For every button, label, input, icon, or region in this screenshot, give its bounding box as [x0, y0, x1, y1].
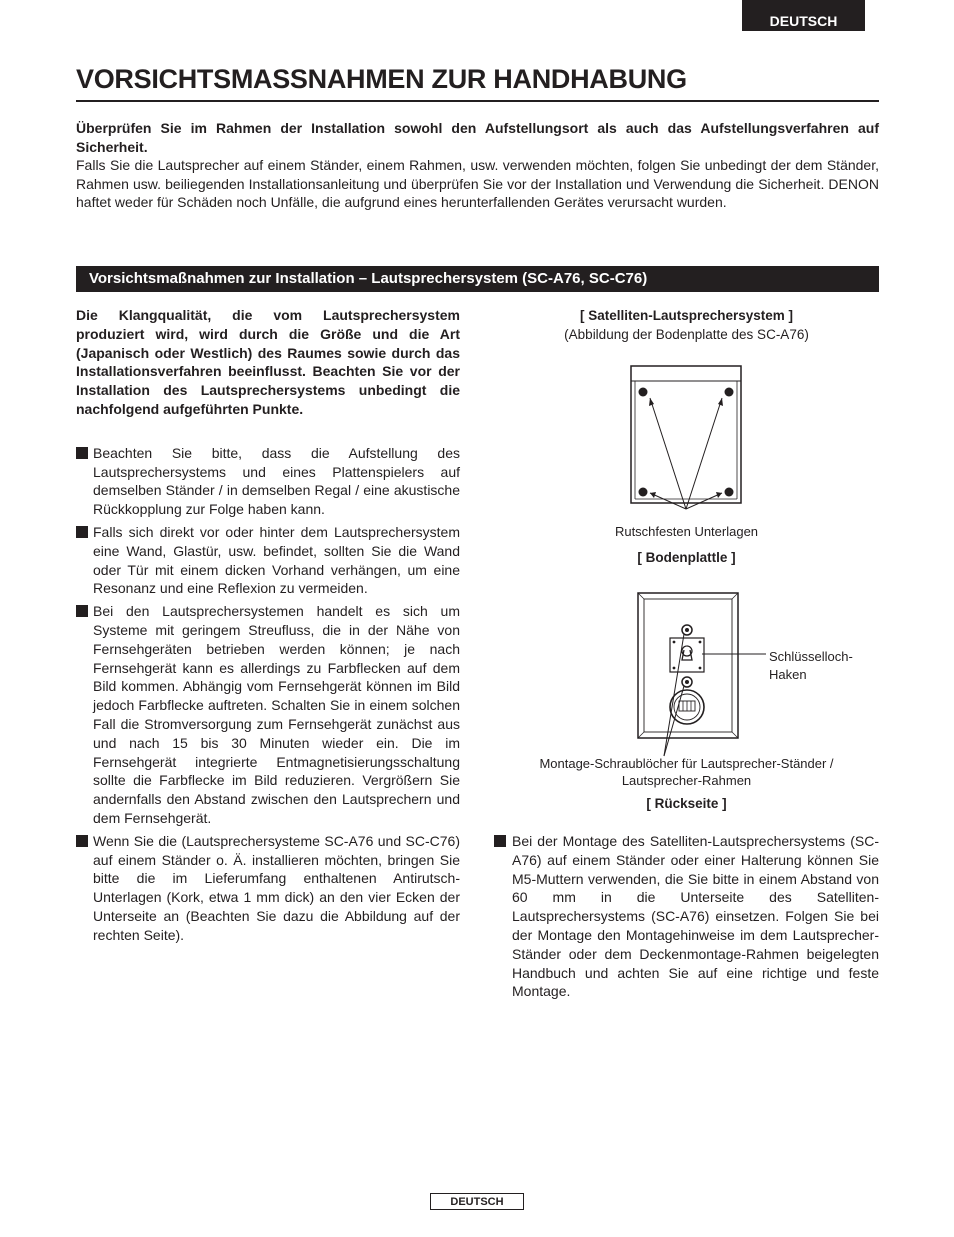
square-bullet-icon — [76, 526, 88, 538]
square-bullet-icon — [76, 835, 88, 847]
footer-language-tab: DEUTSCH — [430, 1193, 524, 1210]
square-bullet-icon — [494, 835, 506, 847]
keyhole-hook-label-2: Haken — [769, 667, 807, 682]
mounting-holes-label-2: Lautsprecher-Rahmen — [621, 773, 752, 788]
intro-text: Falls Sie die Lautsprecher auf einem Ständer, einem Rahmen, usw. verwenden möchten, folgen Sie unbedingt der dem Ständer, Rahmen usw. beiliegenden Installationsanleitung und überprüfen Sie vor der Installation und Verwendung die Sicherheit. DENON haftet weder für Schäden noch Unfälle, die aufgrund eines herunterfallenden Gerätes verursacht wurden. — [76, 157, 879, 210]
keyhole-hook-label-1: Schlüsselloch- — [769, 649, 853, 664]
square-bullet-icon — [76, 605, 88, 617]
language-tab: DEUTSCH — [742, 0, 865, 31]
list-item — [76, 832, 460, 945]
rear-side-illustration — [494, 588, 879, 758]
list-item — [494, 832, 879, 1001]
bullet-text: Bei der Montage des Satelliten-Lautsprechersystems (SC-A76) auf einem Ständer oder einer Halterung können Sie M5-Muttern verwenden, die Sie bitte in einem Abstand von 60 mm in die Unterseite des Satelliten-Lautsprechersystems (SC-A76) einsetzen. Folgen Sie bei der Montage den Montagehinweise im dem Lautsprecher-Ständer oder dem Deckenmontage-Rahmen beigelegten Handbuch und achten Sie auf eine richtige und feste Montage. — [512, 833, 879, 1000]
square-bullet-icon — [76, 447, 88, 459]
intro-bold: Überprüfen Sie im Rahmen der Installation sowohl den Aufstellungsort als auch das Aufstellungsverfahren auf Sicherheit. — [76, 120, 879, 155]
page-title: VORSICHTSMASSNAHMEN ZUR HANDHABUNG — [76, 64, 879, 102]
bullet-text: Wenn Sie die (Lautsprechersysteme SC-A76 und SC-C76) auf einem Ständer o. Ä. installieren möchten, bringen Sie bitte die im Lieferumfang enthaltenen Antirutsch-Unterlagen (Kork, etwa 1 mm dick) an den vier Ecken der Unterseite an (Beachten Sie dazu die Abbildung auf der rechten Seite). — [93, 832, 460, 943]
figure-title: [ Satelliten-Lautsprechersystem ] — [579, 308, 794, 323]
right-bullet-list — [494, 832, 879, 1005]
rear-side-caption: [ Rückseite ] — [646, 796, 727, 811]
section-heading: Vorsichtsmaßnahmen zur Installation – Lautsprechersystem (SC-A76, SC-C76) — [76, 266, 879, 292]
anti-slip-pads-label: Rutschfesten Unterlagen — [614, 524, 759, 539]
left-column — [76, 306, 460, 949]
figure-subtitle: (Abbildung der Bodenplatte des SC-A76) — [564, 327, 809, 342]
bottom-plate-illustration — [494, 356, 879, 516]
bottom-plate-caption: [ Bodenplattle ] — [637, 550, 736, 565]
bullet-list — [76, 444, 460, 945]
mounting-holes-label-1: Montage-Schraublöcher für Lautsprecher-Ständer / — [539, 756, 834, 771]
list-item — [76, 444, 460, 519]
bullet-text: Falls sich direkt vor oder hinter dem Lautsprechersystem eine Wand, Glastür, usw. befindet, sollten Sie die Wand oder Tür mit einem dicken Vorhand verhängen, um eine Resonanz und eine Reflexion zu vermeiden. — [93, 523, 460, 597]
bullet-text: Beachten Sie bitte, dass die Aufstellung des Lautsprechersystems und eines Plattenspielers auf demselben Ständer / in demselben Regal / eine akustische Rückkopplung zur Folge haben kann. — [93, 444, 460, 518]
list-item — [76, 523, 460, 598]
lead-paragraph: Die Klangqualität, die vom Lautsprechersystem produziert wird, wird durch die Größe und die Art (Japanisch oder Westlich) des Raumes sowie durch das Installationsverfahren beeinflusst. Beachten Sie vor der Installation des Lautsprechersystems unbedingt die nachfolgend aufgeführten Punkte. — [76, 307, 460, 417]
list-item — [76, 602, 460, 828]
intro-block — [76, 119, 879, 212]
bullet-text: Bei den Lautsprechersystemen handelt es sich um Systeme mit geringem Streufluss, die in der Nähe von Fernsehgeräten betrieben werden können; je nach Fernsehgerät kann es allerdings zu Farbflecken auf dem Bild kommen. Abhängig vom Fernsehgerät können im Bild jedoch Farbflecke auftreten. Schalten Sie in einem solchen Fall die Stromversorgung zum Fernsehgerät zunächst aus und nach 15 bis 30 Minuten wieder ein. Die im Fernsehgerät integrierte Entmagnetisierungsschaltung sollte die Farbflecke im Bild reduzieren. Vergrößern Sie andernfalls den Abstand zwischen den Lautsprechern und dem Fernsehgerät. — [93, 603, 460, 826]
